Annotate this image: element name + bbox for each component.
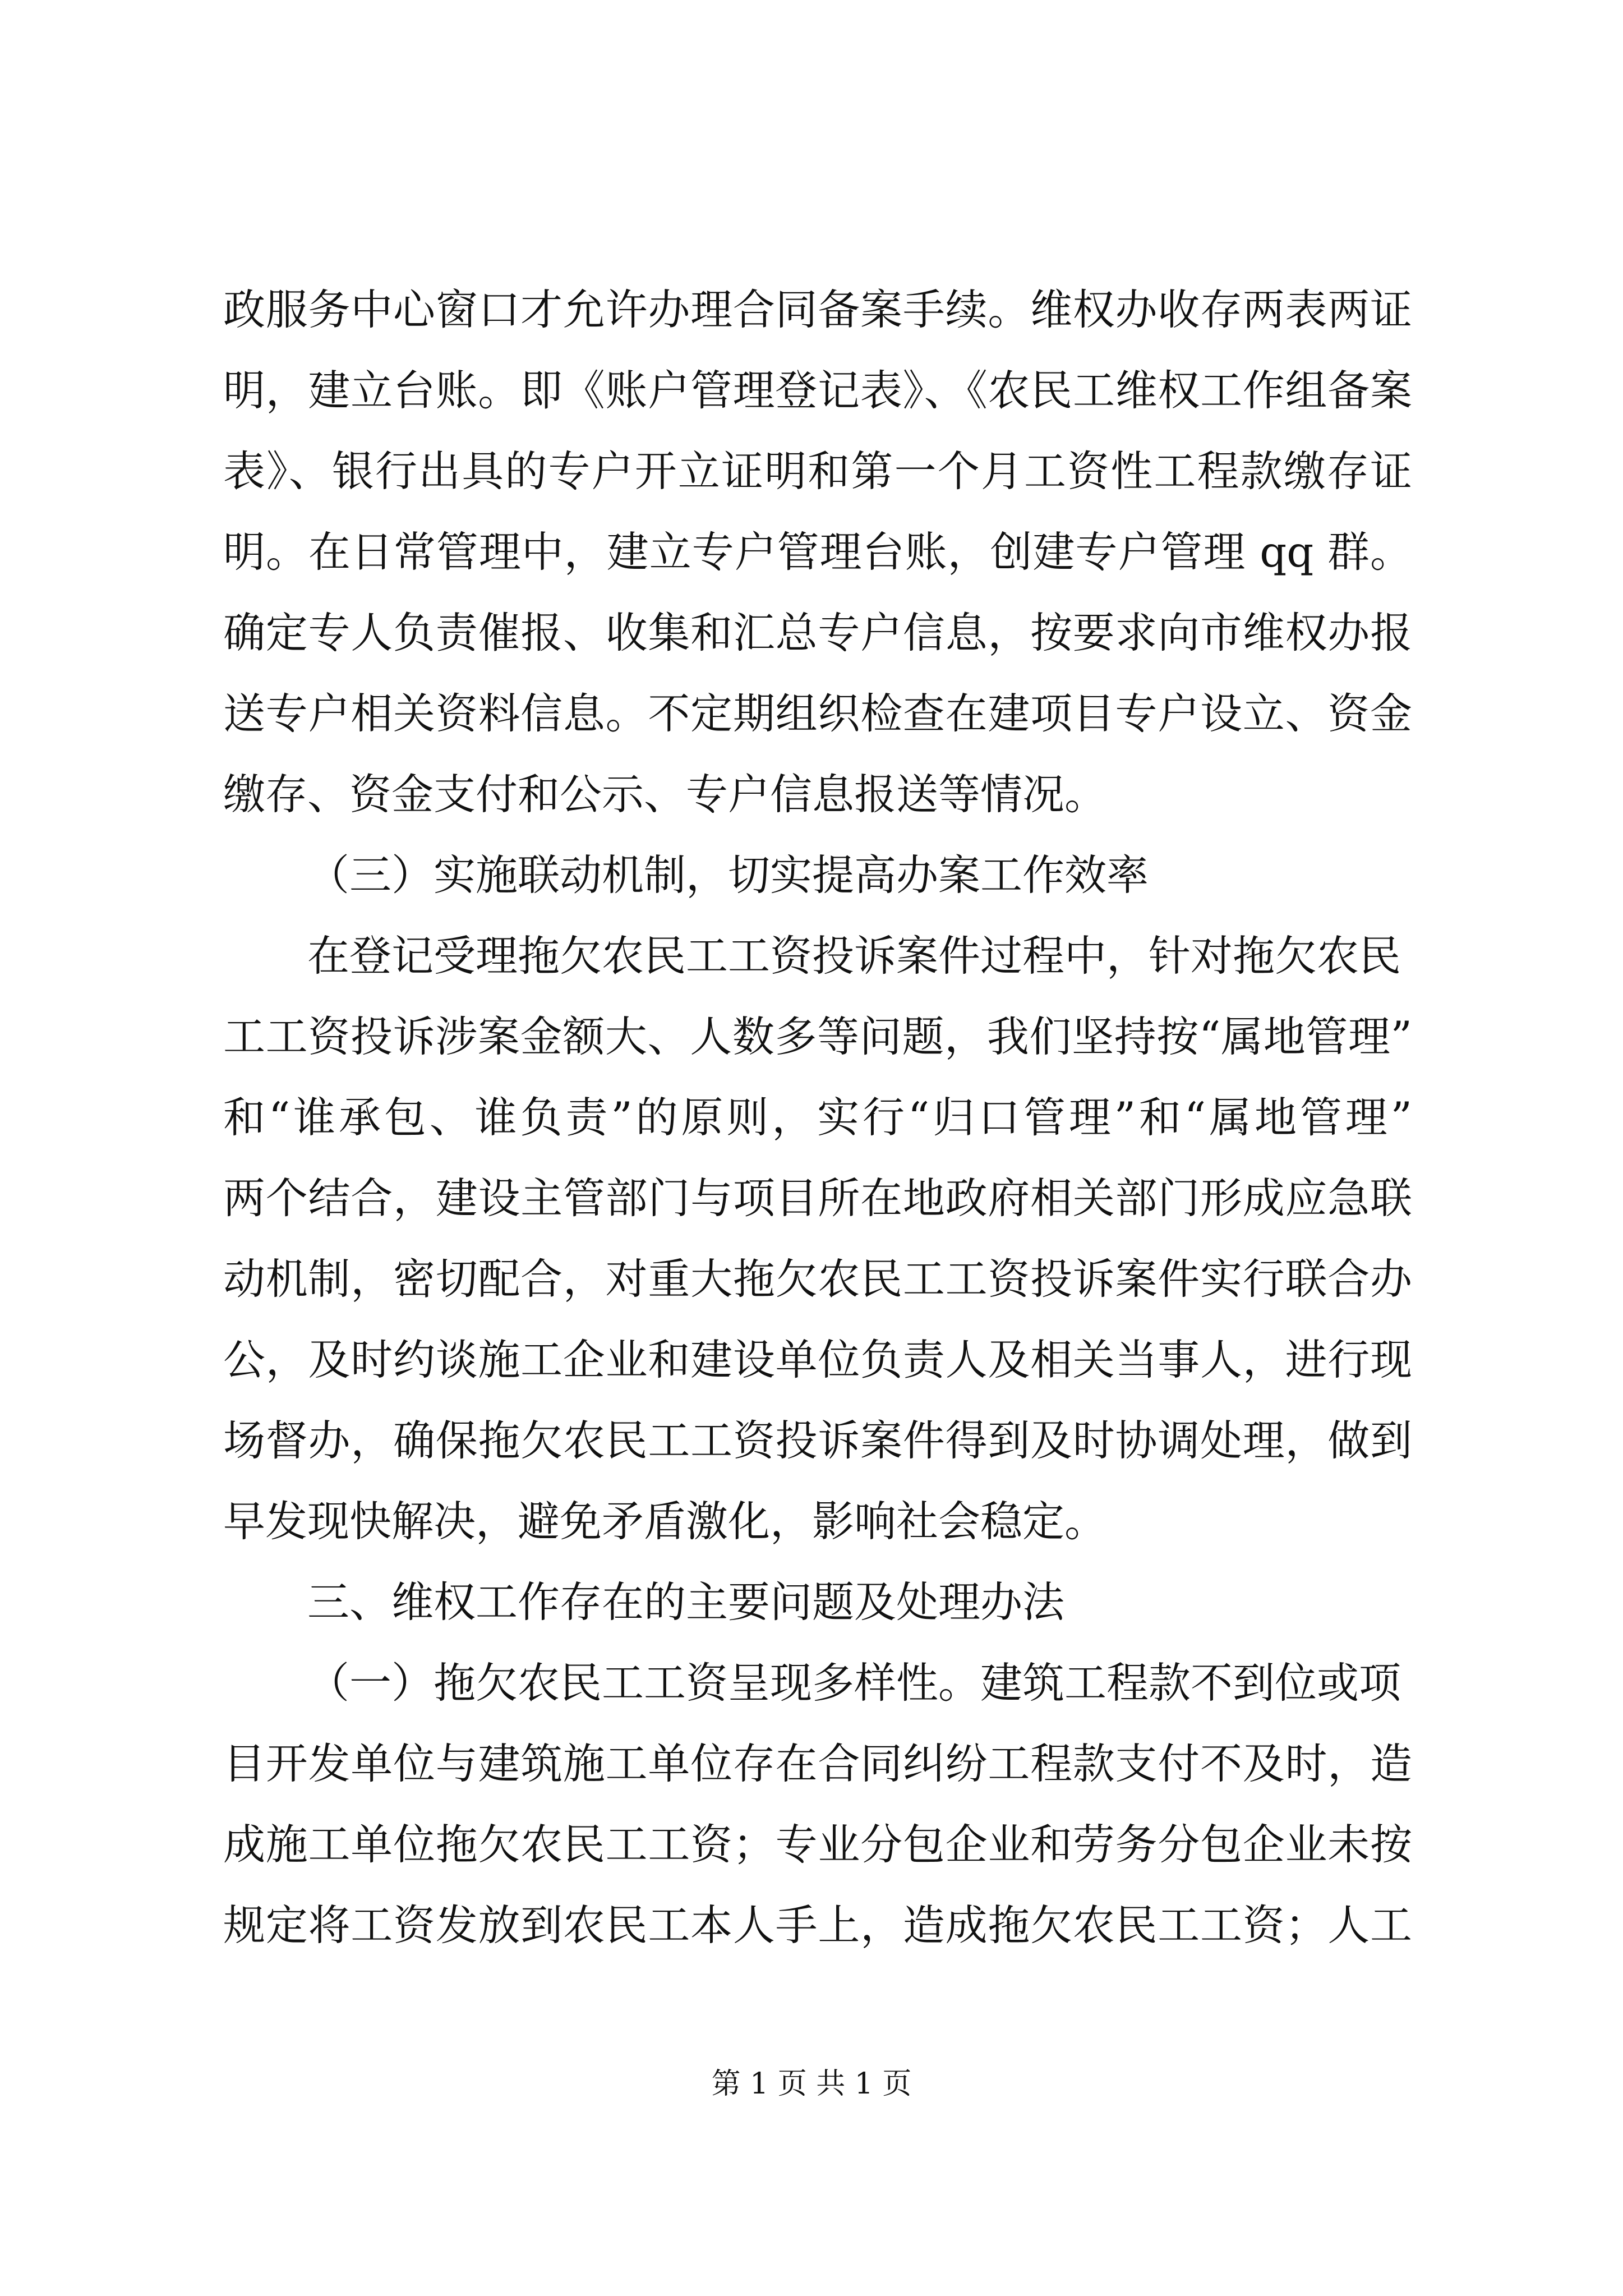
body-line: 成施工单位拖欠农民工工资；专业分包企业和劳务分包企业未按	[223, 1820, 1412, 1869]
body-line: 政服务中心窗口才允许办理合同备案手续。维权办收存两表两证	[223, 285, 1412, 334]
body-line: 缴存、资金支付和公示、专户信息报送等情况。	[223, 770, 1107, 819]
body-line: 早发现快解决，避免矛盾激化，影响社会稳定。	[223, 1497, 1107, 1546]
body-line: 明，建立台账。即《账户管理登记表》、《农民工维权工作组备案	[223, 366, 1412, 415]
page-footer: 第 1 页 共 1 页	[711, 2067, 912, 2101]
body-line: 动机制，密切配合，对重大拖欠农民工工资投诉案件实行联合办	[223, 1254, 1412, 1304]
body-line: 工工资投诉涉案金额大、人数多等问题，我们坚持按“属地管理”	[223, 1012, 1412, 1061]
body-line: 目开发单位与建筑施工单位存在合同纠纷工程款支付不及时，造	[223, 1739, 1412, 1788]
paragraph-first-line: （一）拖欠农民工工资呈现多样性。建筑工程款不到位或项	[307, 1658, 1401, 1708]
paragraph-first-line: 在登记受理拖欠农民工工资投诉案件过程中，针对拖欠农民	[307, 931, 1401, 981]
body-line: 规定将工资发放到农民工本人手上，造成拖欠农民工工资；人工	[223, 1901, 1412, 1950]
section-heading: 三、维权工作存在的主要问题及处理办法	[307, 1577, 1065, 1627]
body-line: 送专户相关资料信息。不定期组织检查在建项目专户设立、资金	[223, 689, 1412, 738]
section-heading: （三）实施联动机制，切实提高办案工作效率	[307, 850, 1149, 900]
body-line: 和“谁承包、谁负责”的原则，实行“归口管理”和“属地管理”	[223, 1093, 1412, 1142]
body-line: 公，及时约谈施工企业和建设单位负责人及相关当事人，进行现	[223, 1335, 1412, 1384]
body-line: 表》、银行出具的专户开立证明和第一个月工资性工程款缴存证	[223, 447, 1412, 496]
body-line: 确定专人负责催报、收集和汇总专户信息，按要求向市维权办报	[223, 608, 1412, 657]
body-line: 明。在日常管理中，建立专户管理台账，创建专户管理 qq 群。	[223, 527, 1412, 577]
body-line: 两个结合，建设主管部门与项目所在地政府相关部门形成应急联	[223, 1174, 1412, 1223]
body-line: 场督办，确保拖欠农民工工资投诉案件得到及时协调处理，做到	[223, 1416, 1412, 1465]
document-body	[223, 269, 1412, 1966]
